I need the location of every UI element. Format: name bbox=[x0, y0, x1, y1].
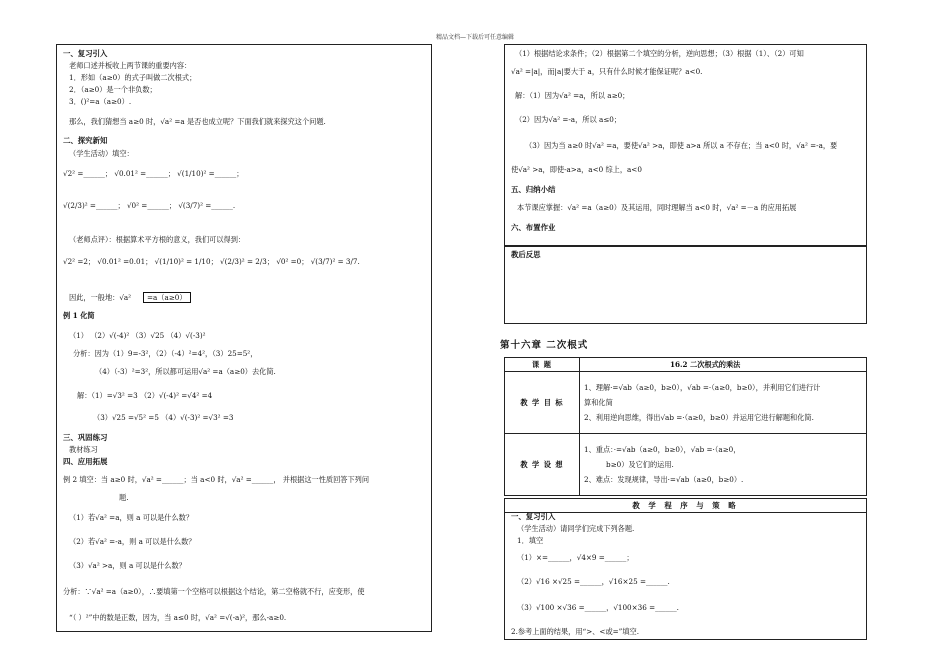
text-line: （2）若√a² =-a，则 a 可以是什么数？ bbox=[69, 537, 196, 546]
text-line: 一、复习引入 bbox=[63, 49, 108, 58]
chapter-title: 第十六章 二次根式 bbox=[500, 340, 589, 351]
text-line: 三、巩固练习 bbox=[63, 433, 108, 442]
goal-content bbox=[580, 372, 867, 434]
teaching-reflection-box bbox=[504, 246, 867, 324]
text-line: √2² =2； √0.01² =0.01； √(1/10)² = 1/10； √(2/3)² = 2/3； √0² =0； √(3/7)² = 3/7. bbox=[63, 257, 360, 266]
text-line: （1）若√a² =a，则 a 可以是什么数？ bbox=[69, 513, 194, 522]
text-line: √(2/3)² =______； √0² =______； √(3/7)² =______. bbox=[63, 201, 236, 210]
topic-value: 16.2 二次根式的乘法 bbox=[580, 358, 867, 372]
text-line: （3）√100 ×√36 =______，√100×36 =______. bbox=[517, 603, 679, 612]
text-line: 本节课应掌握：√a² =a（a≥0）及其运用，同时理解当 a<0 时，√a² =－a 的应用拓展 bbox=[517, 203, 797, 212]
text-line: （1） （2）√(-4)² （3）√25 （4）√(-3)² bbox=[69, 331, 206, 340]
boxed-formula: =a（a≥0） bbox=[143, 292, 191, 303]
text-line: 1．填空 bbox=[517, 536, 544, 545]
text-line: 例 2 填空：当 a≥0 时，√a² =______；当 a<0 时，√a² =______， 并根据这一性质回答下列问 bbox=[63, 475, 370, 484]
design-content bbox=[580, 434, 867, 496]
text-line: 3．()²=a（a≥0）. bbox=[69, 97, 132, 106]
text-line: 五、归纳小结 bbox=[511, 185, 556, 194]
text-line: 2．（a≥0）是一个非负数； bbox=[69, 85, 157, 94]
text-line: （学生活动）填空： bbox=[69, 149, 134, 158]
lesson-plan-table bbox=[504, 357, 867, 496]
text-line: （3）√25 =√5² =5 （4）√(-3)² =√3² =3 bbox=[93, 413, 234, 422]
text-line: √2² =______； √0.01² =______； √(1/10)² =______； bbox=[63, 169, 244, 178]
text-line: 一、复习引入 bbox=[511, 512, 556, 521]
text-line: 老师口述并板收上两节课的重要内容： bbox=[69, 61, 192, 70]
text-line: 解：（1）=√3² =3 （2）√(-4)² =√4² =4 bbox=[77, 391, 213, 400]
text-line: “（ ）²”中的数是正数，因为，当 a≤0 时，√a² =√(-a)²，那么-a≥0. bbox=[69, 613, 287, 622]
goal-line: 2、利用逆向思维，得出√ab =·（a≥0，b≥0）并运用它进行解题和化简. bbox=[584, 413, 814, 422]
text-line: （2）因为√a² =-a，所以 a≤0； bbox=[515, 115, 622, 124]
topic-label: 课 题 bbox=[505, 358, 580, 372]
design-line: 2、难点：发现规律，导出·=√ab（a≥0，b≥0）. bbox=[584, 475, 744, 484]
text-line: 例 1 化简 bbox=[63, 311, 95, 320]
procedure-header: 教 学 程 序 与 策 略 bbox=[505, 499, 866, 513]
design-label: 教 学 设 想 bbox=[505, 434, 580, 496]
text-line: （3）因为当 a≥0 时√a² =a，要使√a² >a，即使 a>a 所以 a 不存在；当 a<0 时，√a² =-a，要 bbox=[525, 141, 838, 150]
text-line: （3）√a² >a，则 a 可以是什么数？ bbox=[69, 561, 186, 570]
goal-label: 教 学 目 标 bbox=[505, 372, 580, 434]
text-line: 教材练习 bbox=[69, 445, 98, 454]
text-line: （1）×=______，√4×9 =______； bbox=[517, 553, 634, 562]
design-line: 1、重点：·=√ab（a≥0，b≥0），√ab =·（a≥0， bbox=[584, 445, 741, 454]
text-line: 六、布置作业 bbox=[511, 223, 556, 232]
right-continuation-panel bbox=[504, 44, 867, 246]
text-line: 解：（1）因为√a² =a，所以 a≥0； bbox=[515, 91, 630, 100]
text-line: 题. bbox=[119, 493, 129, 502]
reflection-title: 教后反思 bbox=[511, 250, 541, 259]
text-line: 二、探究新知 bbox=[63, 136, 108, 145]
left-lesson-panel bbox=[56, 44, 432, 632]
text-line: 2.参考上面的结果，用“>、<或=”填空. bbox=[511, 627, 639, 636]
design-line: b≥0）及它们的运用. bbox=[606, 460, 674, 469]
text-line: 1．形如（a≥0）的式子叫做二次根式； bbox=[69, 73, 197, 82]
text-line: 因此，一般地：√a² bbox=[69, 293, 132, 302]
text-line: √a² =|a|，而|a|要大于 a，只有什么时候才能保证呢？a<0. bbox=[511, 67, 703, 76]
text-line: （2）√16 ×√25 =______，√16×25 =______. bbox=[517, 577, 670, 586]
text-line: （学生活动）请同学们完成下列各题. bbox=[517, 524, 635, 533]
header-note: 精品文档—下载后可任意编辑 bbox=[435, 34, 514, 41]
text-line: 那么，我们猜想当 a≥0 时，√a² =a 是否也成立呢？下面我们就来探究这个问题. bbox=[69, 117, 326, 126]
goal-line: 算和化简 bbox=[584, 398, 613, 407]
text-line: 分析：∵√a² =a（a≥0），∴要填第一个空格可以根据这个结论，第二空格就不行，应变形，使 bbox=[63, 587, 365, 596]
text-line: 分析：因为（1）9=-3²，（2）（-4）²=4²，（3）25=5²， bbox=[73, 349, 258, 358]
text-line: （1）根据结论求条件；（2）根据第二个填空的分析，逆向思想；（3）根据（1）、（2）可知 bbox=[515, 49, 804, 58]
text-line: 四、应用拓展 bbox=[63, 457, 108, 466]
procedure-section bbox=[504, 498, 867, 640]
text-line: 使√a² >a，即使-a>a，a<0 综上，a<0 bbox=[511, 165, 642, 174]
text-line: （老师点评）：根据算术平方根的意义，我们可以得到： bbox=[69, 235, 246, 244]
goal-line: 1、理解·=√ab（a≥0，b≥0），√ab =·（a≥0，b≥0），并利用它们进行计 bbox=[584, 383, 821, 392]
text-line: （4）（-3）²=3²，所以都可运用√a² =a（a≥0）去化简. bbox=[95, 367, 276, 376]
